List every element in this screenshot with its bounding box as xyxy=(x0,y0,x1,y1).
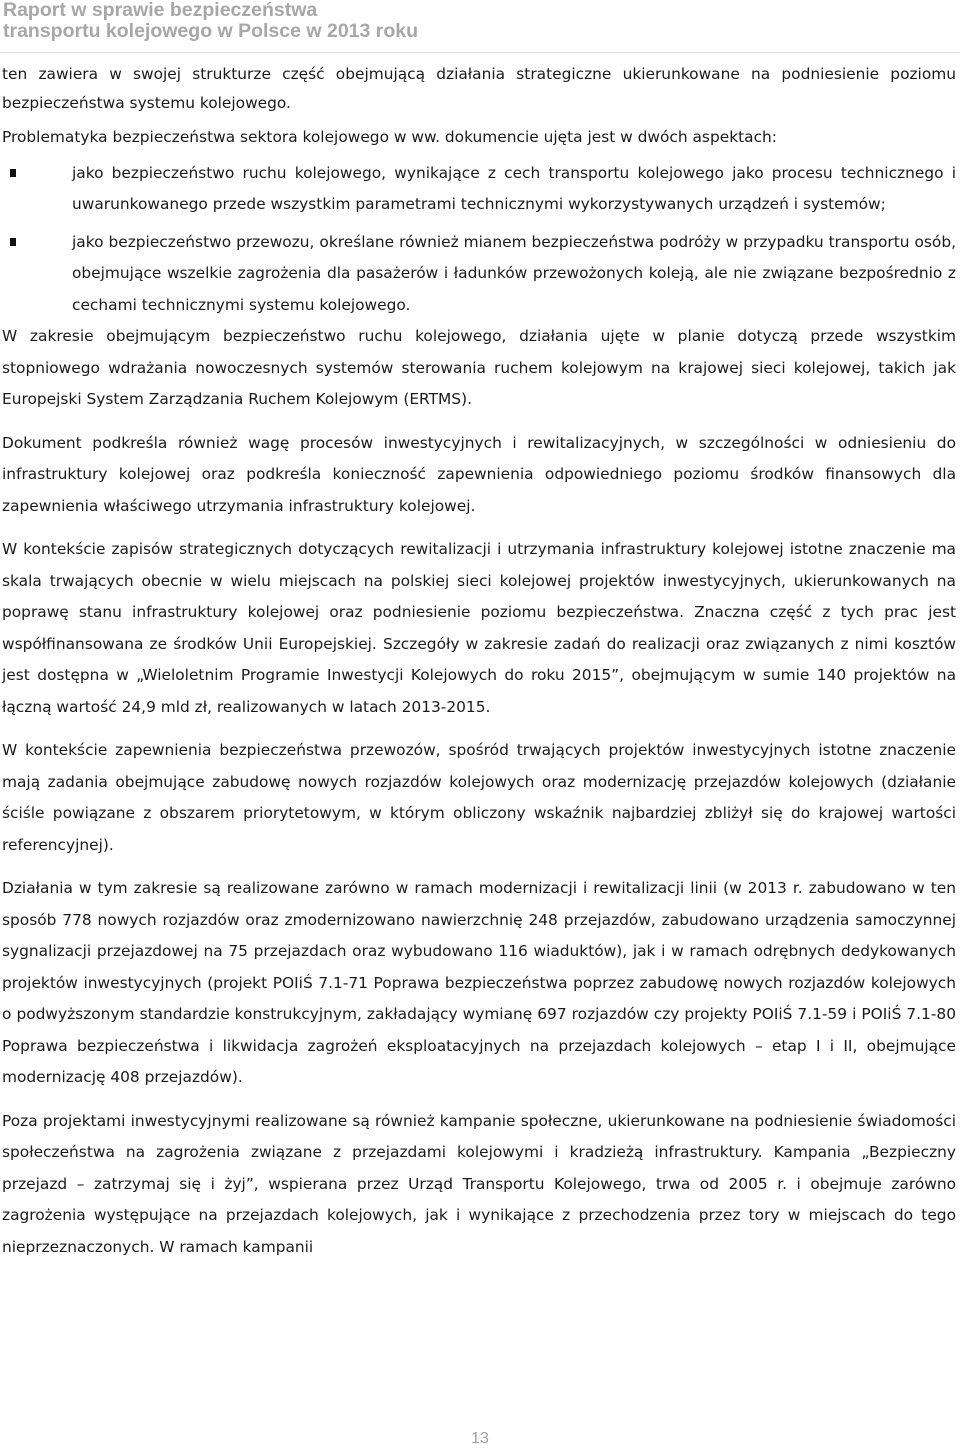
list-item xyxy=(2,227,956,322)
paragraph-ertms: W zakresie obejmującym bezpieczeństwo ruchu kolejowego, działania ujęte w planie dotyczą przede wszystkim stopniowego wdrażania nowoczesnych systemów sterowania ruchem kolejowym na krajowej sieci kolejowej, takich jak Europejski System Zarządzania Ruchem Kolejowym (ERTMS). xyxy=(2,327,956,408)
report-header xyxy=(3,0,953,42)
header-divider xyxy=(0,52,960,53)
spacer xyxy=(2,416,956,428)
paragraph-modernization: Działania w tym zakresie są realizowane zarówno w ramach modernizacji i rewitalizacji linii (w 2013 r. zabudowano w ten sposób 778 nowych rozjazdów oraz zmodernizowano nawierzchnię 248 przejazdów, zabudowano urządzenia samoczynnej sygnalizacji przejazdowej na 75 przejazdach oraz wybudowano 116 wiaduktów), jak i w ramach odrębnych dedykowanych projektów inwestycyjnych (projekt POIiŚ 7.1-71 Poprawa bezpieczeństwa poprzez zabudowę nowych rozjazdów kolejowych o podwyższonym standardzie konstrukcyjnym, zakładający wymianę 697 rozjazdów czy projekty POIiŚ 7.1-59 i POIiŚ 7.1-80 Poprawa bezpieczeństwa i likwidacja zagrożeń eksploatacyjnych na przejazdach kolejowych – etap I i II, obejmujące modernizację 408 przejazdów). xyxy=(2,879,956,1086)
square-bullet-icon xyxy=(10,169,16,177)
report-title-line-2: transportu kolejowego w Polsce w 2013 roku xyxy=(3,20,419,42)
report-title-line-1: Raport w sprawie bezpieczeństwa xyxy=(3,0,318,21)
square-bullet-icon xyxy=(10,238,16,246)
paragraph-revitalization: W kontekście zapisów strategicznych dotyczących rewitalizacji i utrzymania infrastruktury kolejowej istotne znaczenie ma skala trwających obecnie w wielu miejscach na polskiej sieci kolejowej projektów inwestycyjnych, ukierunkowanych na poprawę stanu infrastruktury kolejowej oraz podniesienie poziomu bezpieczeństwa. Znaczna część z tych prac jest współfinansowana ze środków Unii Europejskiej. Szczegóły w zakresie zadań do realizacji oraz związanych z nimi kosztów jest dostępna w „Wieloletnim Programie Inwestycji Kolejowych do roku 2015”, obejmującym w sumie 140 projektów na łączną wartość 24,9 mld zł, realizowanych w latach 2013-2015. xyxy=(2,540,956,716)
paragraph-investment: Dokument podkreśla również wagę procesów inwestycyjnych i rewitalizacyjnych, w szczególności w odniesieniu do infrastruktury kolejowej oraz podkreśla konieczność zapewnienia odpowiedniego poziomu środków finansowych dla zapewnienia właściwego utrzymania infrastruktury kolejowej. xyxy=(2,433,956,515)
intro-paragraph-1: ten zawiera w swojej strukturze część obejmującą działania strategiczne ukierunkowane na podniesienie poziomu bezpieczeństwa systemu kolejowego. xyxy=(2,65,956,112)
spacer xyxy=(2,1094,956,1106)
paragraph-crossings: W kontekście zapewnienia bezpieczeństwa przewozów, spośród trwających projektów inwestycyjnych istotne znaczenie mają zadania obejmujące zabudowę nowych rozjazdów kolejowych oraz modernizację przejazdów kolejowych (działanie ściśle powiązane z obszarem priorytetowym, w którym obliczony wskaźnik najbardziej zbliżył się do krajowej wartości referencyjnej). xyxy=(2,741,956,854)
aspects-list xyxy=(2,158,956,322)
intro-paragraph-2: Problematyka bezpieczeństwa sektora kolejowego w ww. dokumencie ujęta jest w dwóch aspektach: xyxy=(2,128,777,146)
paragraph-campaigns: Poza projektami inwestycyjnymi realizowane są również kampanie społeczne, ukierunkowane na podniesienie świadomości społeczeństwa na zagrożenia związane z przejazdami kolejowymi i kradzieżą infrastruktury. Kampania „Bezpieczny przejazd – zatrzymaj się i żyj”, wspierana przez Urząd Transportu Kolejowego, trwa od 2005 r. i obejmuje zarówno zagrożenia występujące na przejazdach kolejowych, jak i wynikające z przechodzenia przez tory w miejscach do tego nieprzeznaczonych. W ramach kampanii xyxy=(2,1111,956,1256)
spacer xyxy=(2,861,956,873)
list-item xyxy=(2,158,956,221)
list-item-text: jako bezpieczeństwo przewozu, określane również mianem bezpieczeństwa podróży w przypadku transportu osób, obejmujące wszelkie zagrożenia dla pasażerów i ładunków przewożonych koleją, ale nie związane bezpośrednio z cechami technicznymi systemu kolejowego. xyxy=(72,232,956,314)
spacer xyxy=(2,723,956,735)
document-body xyxy=(2,60,956,1263)
spacer xyxy=(2,522,956,534)
page-number: 13 xyxy=(471,1430,489,1447)
list-item-text: jako bezpieczeństwo ruchu kolejowego, wynikające z cech transportu kolejowego jako procesu technicznego i uwarunkowanego przede wszystkim parametrami technicznymi wykorzystywanych urządzeń i systemów; xyxy=(72,163,956,213)
